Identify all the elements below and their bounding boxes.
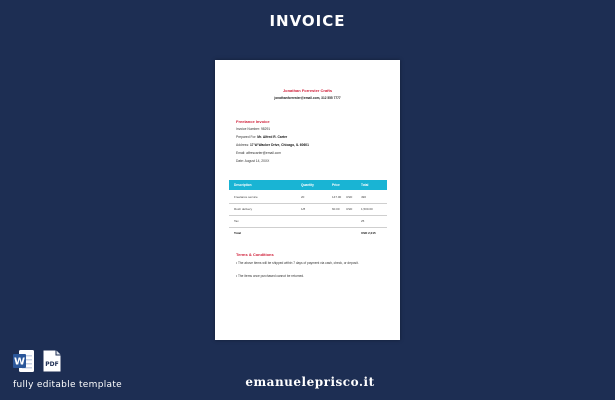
page-title: INVOICE (269, 12, 346, 30)
invoice-heading: Freelance Invoice (236, 119, 270, 124)
table-row: Rush delivery 1/8 60.00 USD 1,500.00 (234, 207, 373, 211)
field-prepared-for: Prepared For: Mr. Alfred R. Carter (236, 135, 288, 139)
field-email: Email: alfrescarter@email.com (236, 151, 281, 155)
word-document-icon (13, 349, 35, 373)
header-quantity: Quantity (301, 183, 314, 187)
terms-item: • The items once purchased cannot be returned. (236, 274, 305, 278)
company-contact: jonathanforrester@email.com, 312 555 7777 (274, 96, 341, 100)
table-total-row (229, 228, 387, 238)
table-header (229, 180, 387, 190)
field-date: Date: August 14, 20XX (236, 159, 270, 163)
total-value: USD 2,015 (361, 231, 376, 235)
editable-template-caption: fully editable template (13, 380, 122, 390)
pdf-icon-label: PDF (45, 361, 59, 368)
company-name: Jonathan Forrester Crafts (282, 88, 333, 93)
invoice-document (215, 60, 400, 340)
header-total: Total (361, 183, 369, 187)
terms-item: • The above items will be shipped within 7 days of payment via cash, check, or deposit. (236, 261, 359, 265)
field-invoice-number: Invoice Number: 98291 (236, 127, 271, 131)
field-address: Address: 17 W Wacker Drive, Chicago, IL 60601 (236, 143, 309, 147)
total-label: Total (234, 231, 241, 235)
header-price: Price (332, 183, 340, 187)
word-icon-letter: W (13, 356, 26, 368)
pdf-document-icon (42, 349, 62, 373)
table-row: Freelance service 20 147.00 USD 490 (234, 195, 367, 199)
site-url: emanueleprisco.it (245, 375, 375, 389)
terms-title: Terms & Conditions (236, 252, 274, 257)
table-row: Tax 25 (234, 219, 365, 223)
header-description: Description (234, 183, 252, 187)
